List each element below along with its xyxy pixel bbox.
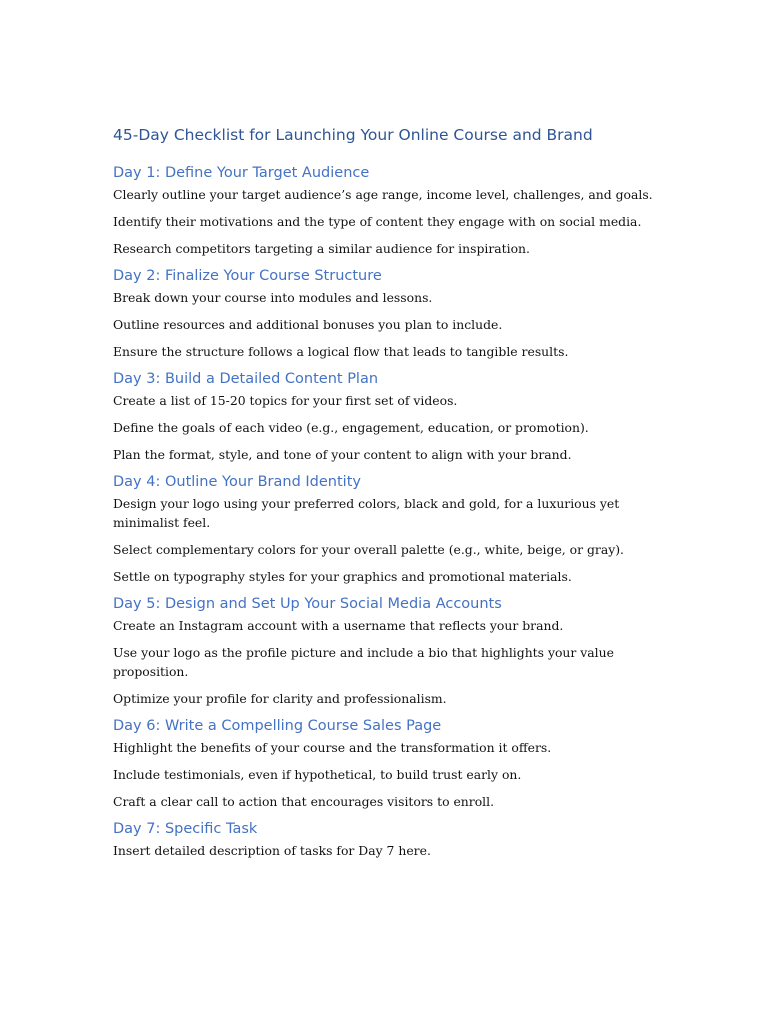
section-day-1 (113, 163, 658, 258)
section-heading: Day 1: Define Your Target Audience (113, 165, 370, 181)
section-heading: Day 2: Finalize Your Course Structure (113, 268, 382, 284)
section-day-2 (113, 266, 658, 361)
paragraph: Plan the format, style, and tone of your content to align with your brand. (113, 447, 572, 462)
paragraph: Define the goals of each video (e.g., engagement, education, or promotion). (113, 420, 589, 435)
paragraph: Ensure the structure follows a logical flow that leads to tangible results. (113, 344, 569, 359)
document-title: 45-Day Checklist for Launching Your Online Course and Brand (113, 126, 593, 144)
paragraph: Create an Instagram account with a username that reflects your brand. (113, 618, 564, 633)
paragraph: Craft a clear call to action that encourages visitors to enroll. (113, 794, 495, 809)
section-heading: Day 6: Write a Compelling Course Sales Page (113, 718, 442, 734)
section-heading: Day 4: Outline Your Brand Identity (113, 474, 361, 490)
paragraph: Use your logo as the profile picture and include a bio that highlights your value proposition. (113, 645, 614, 679)
paragraph: Optimize your profile for clarity and professionalism. (113, 691, 447, 706)
paragraph: Highlight the benefits of your course and the transformation it offers. (113, 740, 552, 755)
section-day-5 (113, 594, 658, 708)
paragraph: Settle on typography styles for your graphics and promotional materials. (113, 569, 572, 584)
paragraph: Include testimonials, even if hypothetical, to build trust early on. (113, 767, 522, 782)
section-heading: Day 7: Specific Task (113, 821, 258, 837)
paragraph: Design your logo using your preferred colors, black and gold, for a luxurious yet minimalist feel. (113, 496, 620, 530)
paragraph: Create a list of 15-20 topics for your first set of videos. (113, 393, 458, 408)
section-day-4 (113, 472, 658, 586)
section-heading: Day 3: Build a Detailed Content Plan (113, 371, 379, 387)
paragraph: Break down your course into modules and lessons. (113, 290, 433, 305)
paragraph: Outline resources and additional bonuses you plan to include. (113, 317, 503, 332)
document-page (113, 124, 658, 868)
paragraph: Select complementary colors for your overall palette (e.g., white, beige, or gray). (113, 542, 624, 557)
section-day-6 (113, 716, 658, 811)
section-day-7 (113, 819, 658, 860)
paragraph: Research competitors targeting a similar audience for inspiration. (113, 241, 530, 256)
paragraph: Insert detailed description of tasks for Day 7 here. (113, 843, 431, 858)
paragraph: Clearly outline your target audience’s age range, income level, challenges, and goals. (113, 187, 653, 202)
paragraph: Identify their motivations and the type of content they engage with on social media. (113, 214, 642, 229)
section-day-3 (113, 369, 658, 464)
section-heading: Day 5: Design and Set Up Your Social Media Accounts (113, 596, 502, 612)
